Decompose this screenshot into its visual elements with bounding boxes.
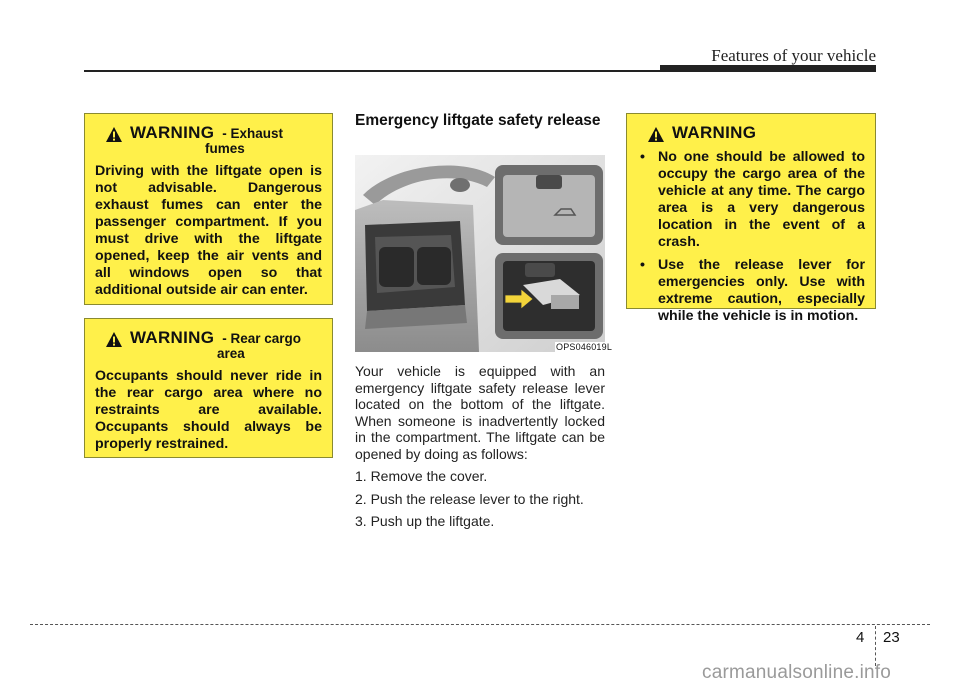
warning-heading [105,329,322,348]
liftgate-release-illustration [355,155,605,352]
step-item: 2. Push the release lever to the right. [355,490,584,507]
step-item: 1. Remove the cover. [355,468,488,484]
warning-label: WARNING [672,123,757,142]
bullet: • [640,257,645,273]
footer-rule [30,624,930,625]
warning-subtitle-cont: area [217,346,245,361]
section-body [355,363,605,536]
warning-subtitle: - Exhaust [222,126,283,141]
warning-label: WARNING [130,328,215,347]
watermark: carmanualsonline.info [702,662,892,683]
section-title: Emergency liftgate safety release [355,112,601,129]
figure-code: OPS046019L [556,342,613,352]
step-item: 3. Push up the liftgate. [355,513,495,529]
warning-triangle-icon [647,126,665,143]
list-item-text: No one should be allowed to occupy the cargo area of the vehicle at any time. The cargo area is a very dangerous location in the event of a crash. [658,149,865,250]
list-item-text: Use the release lever for emergencies only. Use with extreme caution, especially while the vehicle is in motion. [658,257,865,324]
warning-box-exhaust-fumes [84,113,333,305]
page-number: 23 [883,629,900,646]
list-item [637,149,865,251]
page-number-divider [875,626,876,666]
chapter-number: 4 [856,629,865,646]
liftgate-photo [355,155,605,352]
warning-triangle-icon [105,331,123,348]
warning-text: Occupants should never ride in the rear cargo area where no restraints are available. Occupants should always be properly restrained. [95,368,322,452]
warning-box-rear-cargo-area [84,318,333,458]
page-header-title: Features of your vehicle [711,46,876,65]
warning-box-cargo-safety [626,113,876,324]
intro-paragraph: Your vehicle is equipped with an emergency liftgate safety release lever located on the bottom of the liftgate. When someone is inadvertently locked in the compartment. The liftgate can be opened by doing as follows: [355,363,605,462]
warning-subtitle: - Rear cargo [222,331,301,346]
warning-triangle-icon [105,126,123,143]
warning-list [637,149,865,325]
warning-subtitle-cont: fumes [205,141,245,156]
header-rule-accent [660,65,876,71]
warning-heading [647,124,865,143]
bullet: • [640,149,645,165]
warning-label: WARNING [130,123,215,142]
list-item [637,257,865,325]
warning-text: Driving with the liftgate open is not advisable. Dangerous exhaust fumes can enter the passenger compartment. If you must drive with the liftgate opened, keep the air vents and all windows open so that additional outside air can enter. [95,163,322,298]
